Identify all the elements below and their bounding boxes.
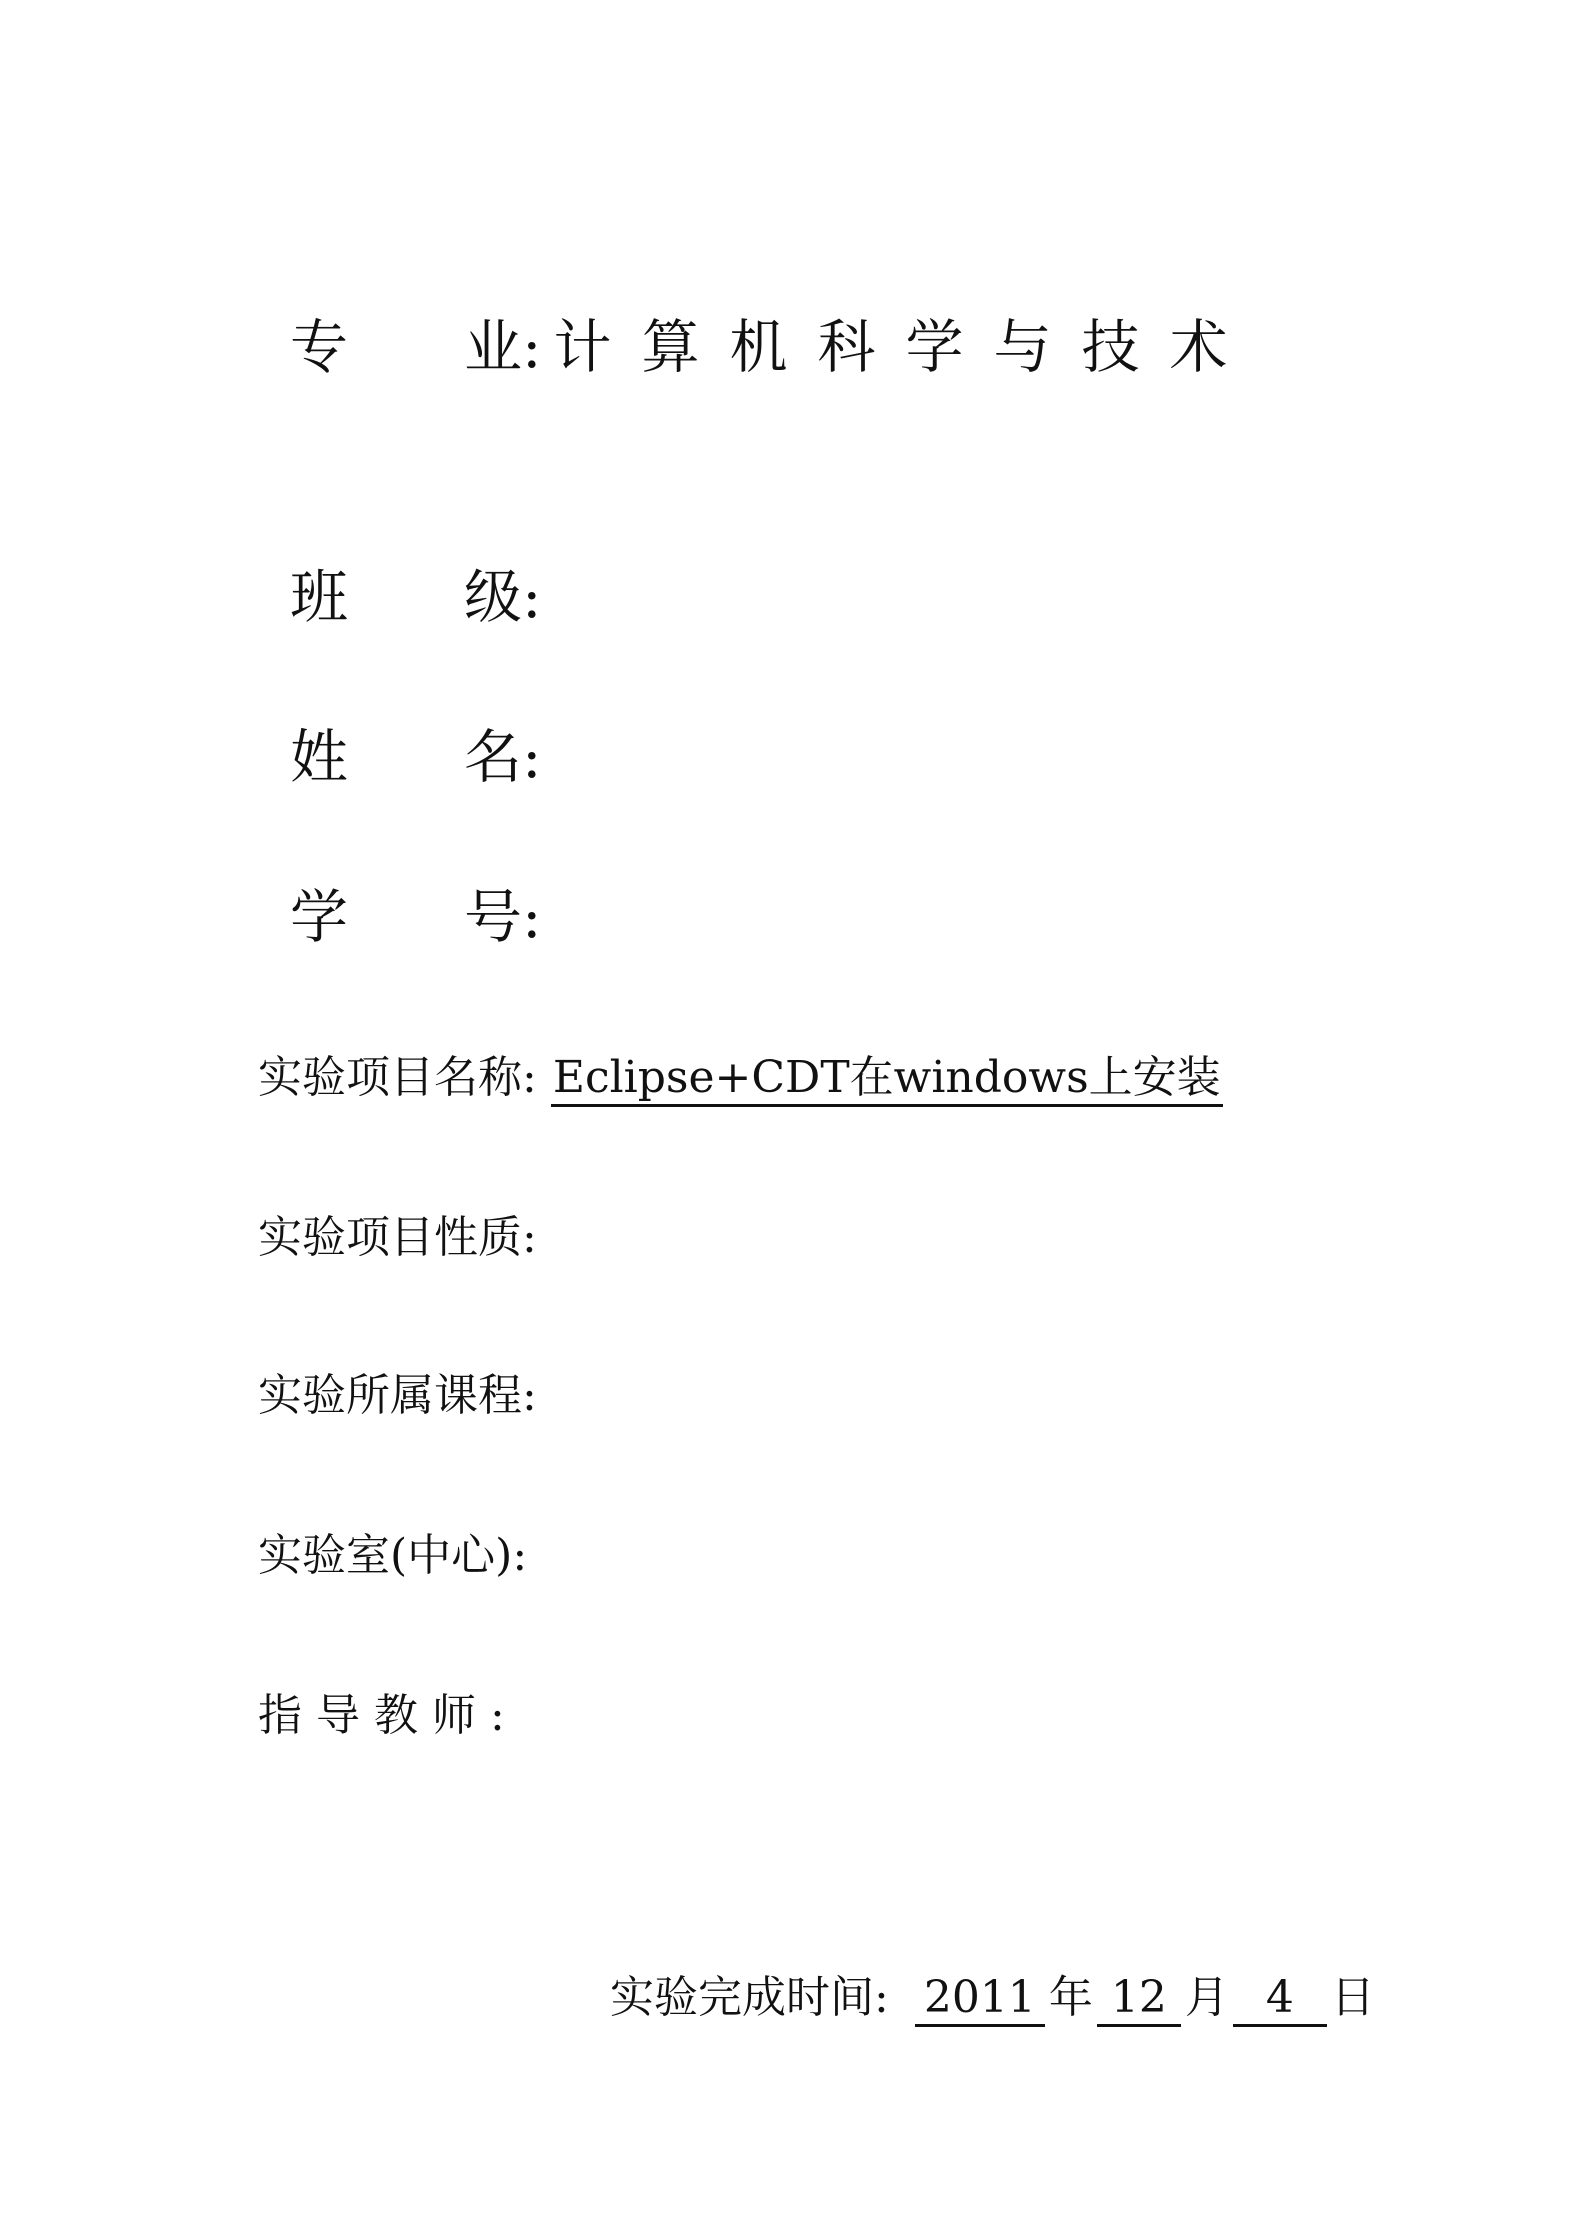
project-name-row: [258, 1052, 1223, 1107]
major-value: 计算机科学与技术: [553, 313, 1258, 381]
student-id-label: 学 号:: [290, 883, 542, 951]
name-label: 姓 名:: [290, 723, 542, 791]
instructor-label: 指 导 教 师 :: [258, 1690, 505, 1741]
project-nature-label: 实验项目性质:: [258, 1212, 537, 1263]
month-unit: 月: [1184, 1972, 1229, 2023]
course-row: [258, 1370, 537, 1421]
project-name-label: 实验项目名称:: [258, 1052, 537, 1103]
class-row: [290, 563, 542, 631]
instructor-row: [258, 1690, 505, 1741]
day-unit: 日: [1330, 1972, 1375, 2023]
completion-date-row: [610, 1972, 1379, 2027]
student-id-row: [290, 883, 542, 951]
class-label: 班 级:: [290, 563, 542, 631]
project-name-value: Eclipse+CDT在windows上安装: [551, 1056, 1223, 1107]
name-row: [290, 723, 542, 791]
lab-center-row: [258, 1530, 528, 1581]
major-row: [290, 313, 1258, 381]
year-unit: 年: [1048, 1972, 1093, 2023]
course-label: 实验所属课程:: [258, 1370, 537, 1421]
lab-center-label: 实验室(中心):: [258, 1530, 528, 1581]
completion-day: 4: [1233, 1976, 1327, 2027]
major-label: 专 业:: [290, 313, 542, 381]
completion-month: 12: [1097, 1976, 1181, 2027]
completion-label: 实验完成时间:: [610, 1972, 889, 2023]
project-nature-row: [258, 1212, 537, 1263]
completion-year: 2011: [915, 1976, 1045, 2027]
